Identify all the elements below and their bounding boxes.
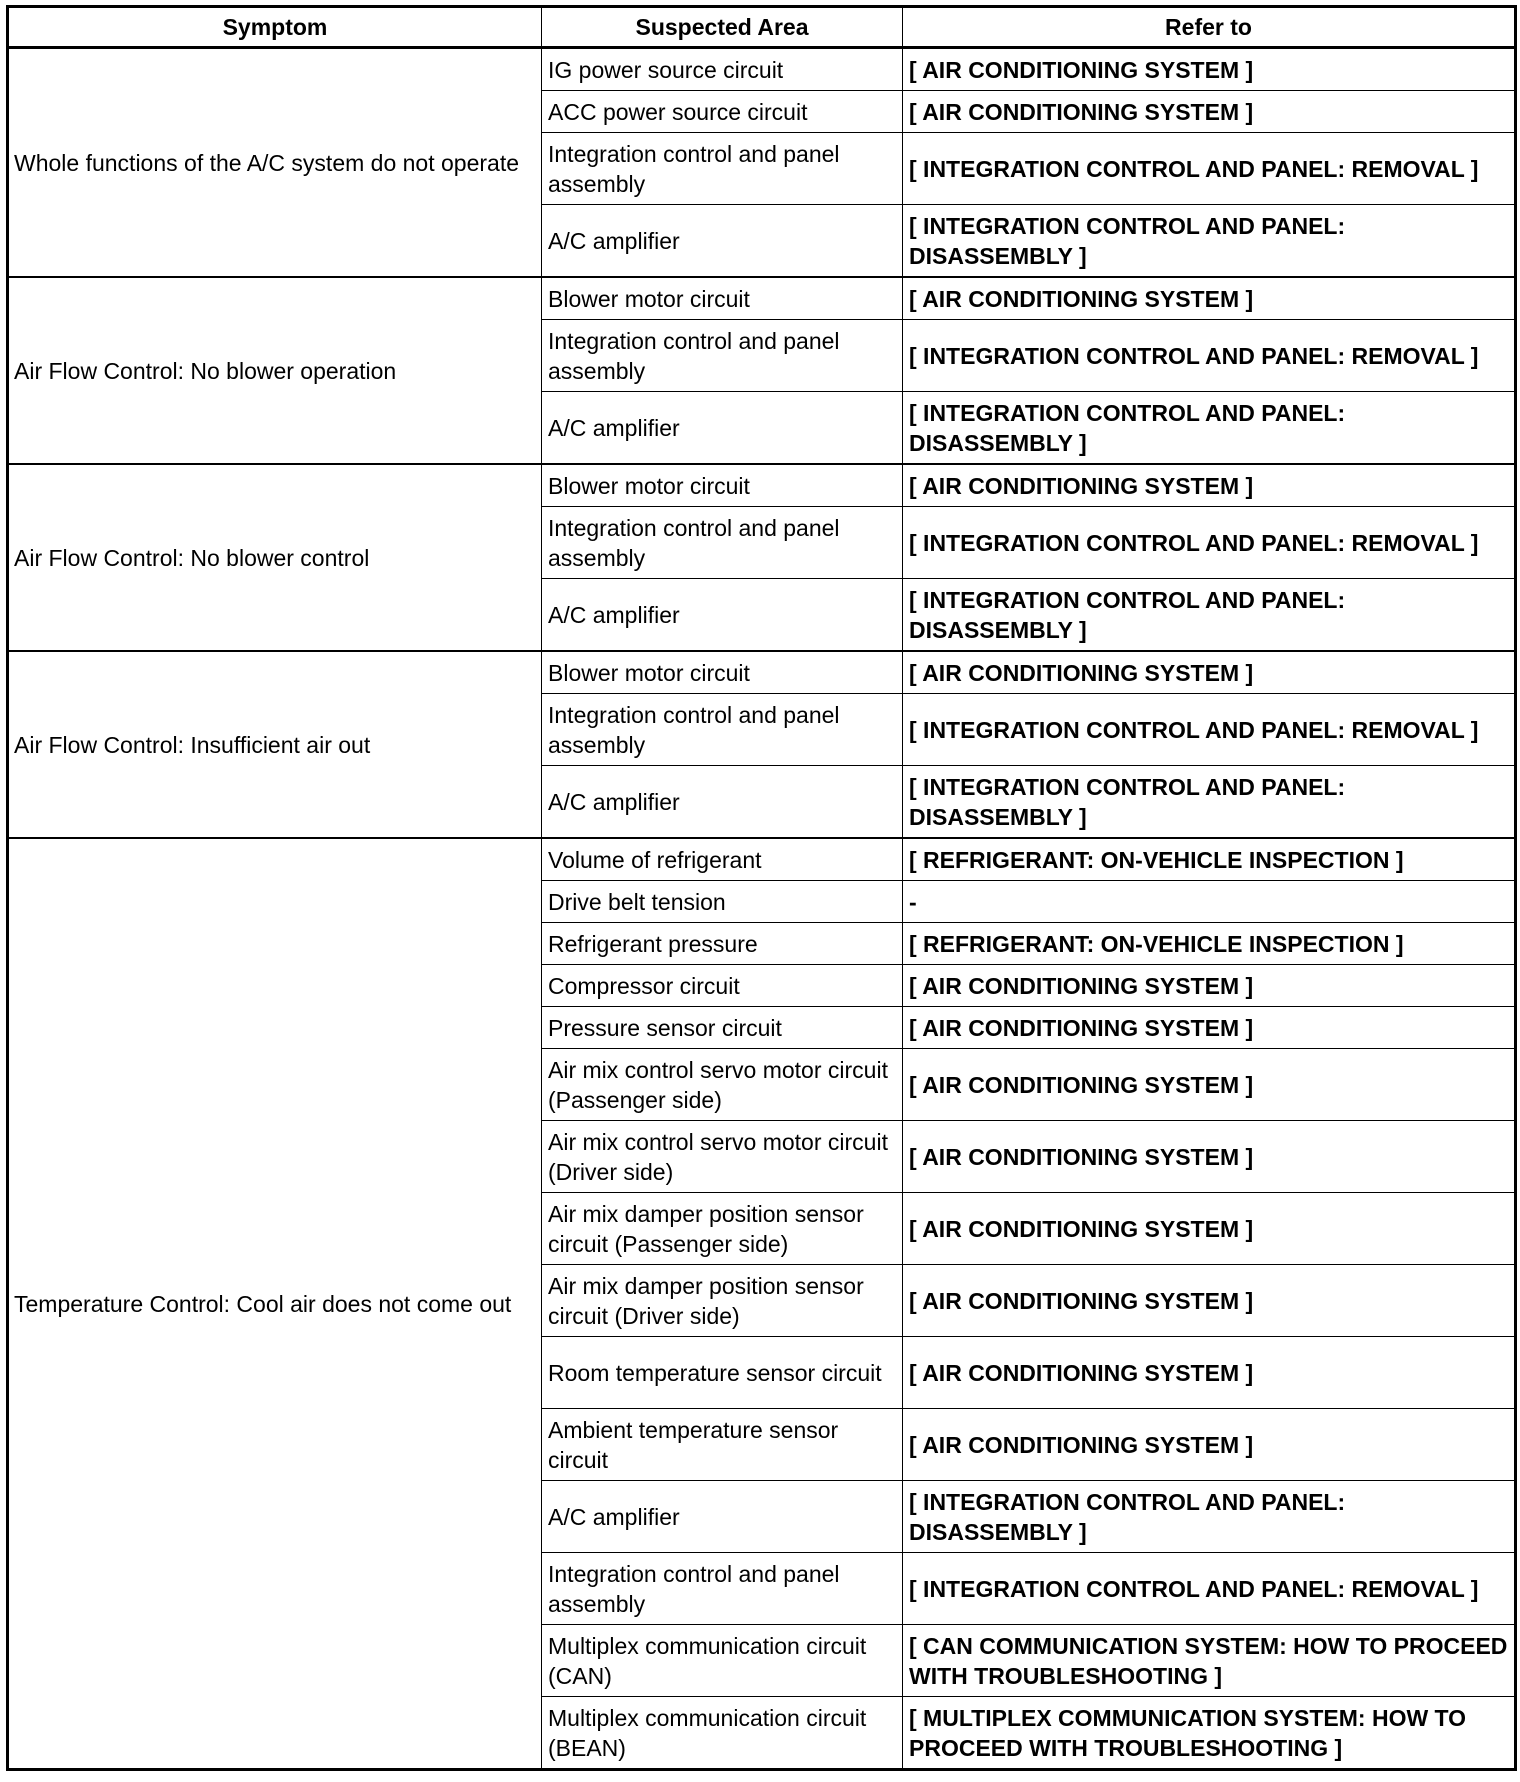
suspected-area-cell: Integration control and panel assembly (542, 133, 903, 205)
suspected-area-cell: Blower motor circuit (542, 277, 903, 320)
refer-to-link[interactable]: [ INTEGRATION CONTROL AND PANEL: REMOVAL ] (903, 320, 1516, 392)
suspected-area-cell: Integration control and panel assembly (542, 694, 903, 766)
suspected-area-cell: Blower motor circuit (542, 651, 903, 694)
refer-to-link[interactable]: [ INTEGRATION CONTROL AND PANEL: REMOVAL ] (903, 1553, 1516, 1625)
suspected-area-cell: IG power source circuit (542, 48, 903, 91)
suspected-area-cell: Ambient temperature sensor circuit (542, 1409, 903, 1481)
suspected-area-cell: Air mix damper position sensor circuit (Passenger side) (542, 1193, 903, 1265)
symptom-cell: Air Flow Control: No blower operation (8, 277, 542, 464)
header-refer-to: Refer to (903, 7, 1516, 48)
refer-to-link[interactable]: [ CAN COMMUNICATION SYSTEM: HOW TO PROCEED WITH TROUBLESHOOTING ] (903, 1625, 1516, 1697)
refer-to-link[interactable]: [ INTEGRATION CONTROL AND PANEL: REMOVAL ] (903, 694, 1516, 766)
refer-to-link[interactable]: [ AIR CONDITIONING SYSTEM ] (903, 965, 1516, 1007)
refer-to-link[interactable]: [ AIR CONDITIONING SYSTEM ] (903, 1007, 1516, 1049)
suspected-area-cell: ACC power source circuit (542, 91, 903, 133)
refer-to-link[interactable]: [ AIR CONDITIONING SYSTEM ] (903, 277, 1516, 320)
symptom-cell: Air Flow Control: Insufficient air out (8, 651, 542, 838)
refer-to-link[interactable]: [ AIR CONDITIONING SYSTEM ] (903, 1409, 1516, 1481)
suspected-area-cell: Multiplex communication circuit (CAN) (542, 1625, 903, 1697)
problem-symptoms-table (6, 5, 1517, 1771)
troubleshooting-table-container (6, 5, 1514, 1771)
suspected-area-cell: Integration control and panel assembly (542, 1553, 903, 1625)
table-header-row (8, 7, 1516, 48)
refer-to-link[interactable]: [ INTEGRATION CONTROL AND PANEL: DISASSEMBLY ] (903, 766, 1516, 839)
table-row (8, 464, 1516, 507)
refer-to-link: - (903, 881, 1516, 923)
table-row (8, 651, 1516, 694)
suspected-area-cell: Air mix damper position sensor circuit (Driver side) (542, 1265, 903, 1337)
suspected-area-cell: A/C amplifier (542, 766, 903, 839)
refer-to-link[interactable]: [ INTEGRATION CONTROL AND PANEL: DISASSEMBLY ] (903, 579, 1516, 652)
refer-to-link[interactable]: [ AIR CONDITIONING SYSTEM ] (903, 1265, 1516, 1337)
table-row (8, 48, 1516, 91)
refer-to-link[interactable]: [ AIR CONDITIONING SYSTEM ] (903, 1337, 1516, 1409)
suspected-area-cell: Refrigerant pressure (542, 923, 903, 965)
suspected-area-cell: Integration control and panel assembly (542, 507, 903, 579)
suspected-area-cell: Integration control and panel assembly (542, 320, 903, 392)
symptom-cell: Air Flow Control: No blower control (8, 464, 542, 651)
suspected-area-cell: Air mix control servo motor circuit (Passenger side) (542, 1049, 903, 1121)
header-suspected-area: Suspected Area (542, 7, 903, 48)
suspected-area-cell: Room temperature sensor circuit (542, 1337, 903, 1409)
refer-to-link[interactable]: [ AIR CONDITIONING SYSTEM ] (903, 1193, 1516, 1265)
suspected-area-cell: A/C amplifier (542, 205, 903, 278)
refer-to-link[interactable]: [ AIR CONDITIONING SYSTEM ] (903, 1049, 1516, 1121)
table-row (8, 838, 1516, 881)
symptom-cell: Temperature Control: Cool air does not come out (8, 838, 542, 1770)
refer-to-link[interactable]: [ REFRIGERANT: ON-VEHICLE INSPECTION ] (903, 923, 1516, 965)
refer-to-link[interactable]: [ AIR CONDITIONING SYSTEM ] (903, 464, 1516, 507)
suspected-area-cell: Compressor circuit (542, 965, 903, 1007)
refer-to-link[interactable]: [ REFRIGERANT: ON-VEHICLE INSPECTION ] (903, 838, 1516, 881)
suspected-area-cell: Volume of refrigerant (542, 838, 903, 881)
suspected-area-cell: Multiplex communication circuit (BEAN) (542, 1697, 903, 1770)
refer-to-link[interactable]: [ AIR CONDITIONING SYSTEM ] (903, 651, 1516, 694)
suspected-area-cell: A/C amplifier (542, 1481, 903, 1553)
table-row (8, 277, 1516, 320)
suspected-area-cell: Blower motor circuit (542, 464, 903, 507)
refer-to-link[interactable]: [ INTEGRATION CONTROL AND PANEL: REMOVAL ] (903, 507, 1516, 579)
header-symptom: Symptom (8, 7, 542, 48)
refer-to-link[interactable]: [ AIR CONDITIONING SYSTEM ] (903, 91, 1516, 133)
suspected-area-cell: Pressure sensor circuit (542, 1007, 903, 1049)
suspected-area-cell: A/C amplifier (542, 392, 903, 465)
refer-to-link[interactable]: [ AIR CONDITIONING SYSTEM ] (903, 48, 1516, 91)
suspected-area-cell: A/C amplifier (542, 579, 903, 652)
symptom-cell: Whole functions of the A/C system do not operate (8, 48, 542, 278)
refer-to-link[interactable]: [ AIR CONDITIONING SYSTEM ] (903, 1121, 1516, 1193)
suspected-area-cell: Air mix control servo motor circuit (Driver side) (542, 1121, 903, 1193)
refer-to-link[interactable]: [ INTEGRATION CONTROL AND PANEL: REMOVAL ] (903, 133, 1516, 205)
table-body (8, 48, 1516, 1770)
refer-to-link[interactable]: [ INTEGRATION CONTROL AND PANEL: DISASSEMBLY ] (903, 1481, 1516, 1553)
refer-to-link[interactable]: [ MULTIPLEX COMMUNICATION SYSTEM: HOW TO PROCEED WITH TROUBLESHOOTING ] (903, 1697, 1516, 1770)
suspected-area-cell: Drive belt tension (542, 881, 903, 923)
refer-to-link[interactable]: [ INTEGRATION CONTROL AND PANEL: DISASSEMBLY ] (903, 205, 1516, 278)
refer-to-link[interactable]: [ INTEGRATION CONTROL AND PANEL: DISASSEMBLY ] (903, 392, 1516, 465)
